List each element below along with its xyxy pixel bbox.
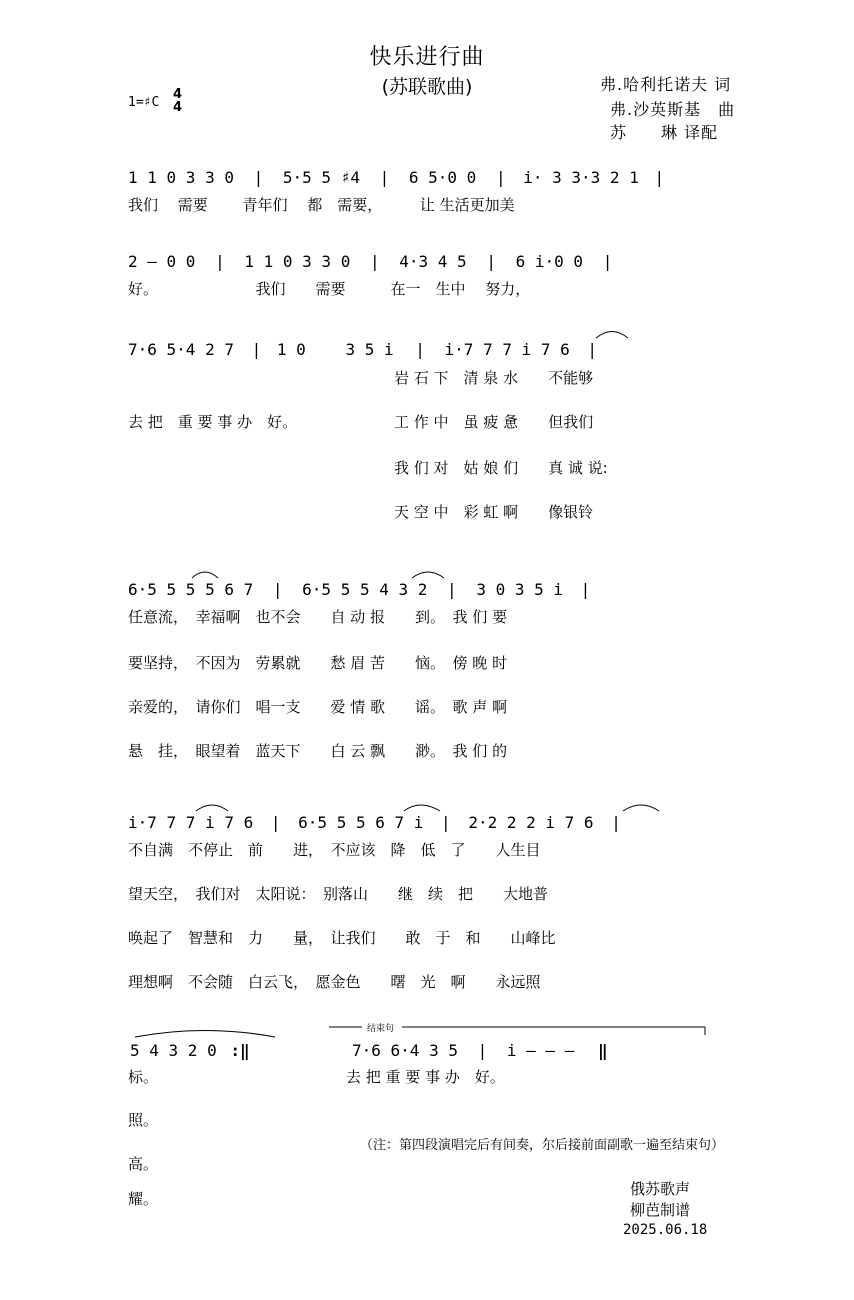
barline: | bbox=[587, 340, 598, 359]
footnote: （注：第四段演唱完后有间奏，尔后接前面副歌一遍至结束句） bbox=[360, 1138, 725, 1153]
notes-row-4 bbox=[128, 580, 590, 599]
barline: | bbox=[253, 168, 264, 187]
tie-slur bbox=[412, 572, 444, 578]
signature-line-2: 柳芭制谱 bbox=[630, 1201, 691, 1219]
measure: 1 0 bbox=[276, 340, 306, 359]
lyric-row-3-verse-4: 天 空 中 彩 虹 啊 像银铃 bbox=[394, 503, 594, 521]
measure: i· 3 3·3 2 1 bbox=[523, 168, 639, 187]
measure: 3 5 i bbox=[345, 340, 394, 359]
lyric-row-3-refrain: 去 把 重 要 事 办 好。 bbox=[128, 413, 298, 431]
measure: 6·5 5 5 4 3 2 bbox=[302, 580, 428, 599]
tie-slur bbox=[196, 805, 228, 811]
meter-top: 4 bbox=[173, 87, 183, 102]
barline: | bbox=[654, 168, 665, 187]
barline: | bbox=[486, 252, 496, 271]
barline: | bbox=[251, 340, 262, 359]
notes-row-5 bbox=[128, 813, 621, 832]
barline: | bbox=[369, 252, 380, 271]
lyric-row-5-verse-3: 唤起了 智慧和 力 量， 让我们 敢 于 和 山峰比 bbox=[128, 929, 556, 947]
measure: i·7 7 7 i 7 6 bbox=[444, 340, 570, 359]
lyric-row-4-verse-4: 悬 挂， 眼望着 蓝天下 白 云 飘 渺。 我 们 的 bbox=[128, 742, 508, 760]
measure: 6 i·0 0 bbox=[515, 252, 584, 271]
time-signature bbox=[173, 88, 182, 114]
lyric-row-3-verse-2: 工 作 中 虽 疲 惫 但我们 bbox=[394, 413, 594, 431]
lyric-row-6-extra: 耀。 bbox=[128, 1190, 159, 1208]
lyric-row-6-extra: 高。 bbox=[128, 1155, 159, 1173]
barline: | bbox=[215, 252, 225, 271]
composer-credit: 弗.沙英斯基 曲 bbox=[610, 100, 736, 119]
measure: 6 5·0 0 bbox=[408, 168, 477, 187]
lyric-row-4-verse-2: 要坚持， 不因为 劳累就 愁 眉 苦 恼。 傍 晚 时 bbox=[128, 654, 508, 672]
measure: 4·3 4 5 bbox=[399, 252, 467, 271]
measure: 1 1 0 3 3 0 bbox=[244, 252, 351, 271]
tie-slur bbox=[404, 805, 440, 811]
measure: i·7 7 7 i 7 6 bbox=[128, 813, 254, 832]
ending-label: 结束句 bbox=[367, 1024, 395, 1034]
repeat-barline: :‖ bbox=[230, 1041, 250, 1060]
signature-line-1: 俄苏歌声 bbox=[630, 1180, 691, 1198]
barline: | bbox=[477, 1041, 488, 1060]
lyric-row-5-verse-1: 不自满 不停止 前 进， 不应该 降 低 了 人生目 bbox=[128, 841, 541, 859]
measure: 6·5 5 5 6 7 i bbox=[298, 813, 424, 832]
lyric-row-4-verse-1: 任意流， 幸福啊 也不会 自 动 报 到。 我 们 要 bbox=[128, 608, 508, 626]
tie-slur bbox=[623, 805, 659, 811]
tie-slur bbox=[135, 1031, 275, 1038]
measure: 7·6 5·4 2 7 bbox=[128, 340, 234, 359]
barline: | bbox=[272, 580, 283, 599]
notes-row-2 bbox=[128, 252, 612, 271]
measure: 5 4 3 2 0 bbox=[130, 1041, 217, 1060]
notes-row-6-left bbox=[130, 1041, 250, 1060]
lyric-row-5-verse-4: 理想啊 不会随 白云飞， 愿金色 曙 光 啊 永远照 bbox=[128, 973, 541, 991]
measure: 2·2 2 2 i 7 6 bbox=[468, 813, 594, 832]
lyric-row-5-verse-2: 望天空， 我们对 太阳说： 别落山 继 续 把 大地普 bbox=[128, 885, 549, 903]
lyric-row-6-right: 去 把 重 要 事 办 好。 bbox=[346, 1068, 505, 1086]
signature-date: 2025.06.18 bbox=[623, 1222, 708, 1238]
song-subtitle: (苏联歌曲) bbox=[381, 76, 473, 98]
lyric-row-6-left: 标。 bbox=[128, 1068, 159, 1086]
lyric-row-3-verse-1: 岩 石 下 清 泉 水 不能够 bbox=[394, 369, 594, 387]
measure: 1 1 0 3 3 0 bbox=[128, 168, 234, 187]
barline: | bbox=[611, 813, 621, 832]
measure: 7·6 6·4 3 5 bbox=[352, 1041, 458, 1060]
measure: 3 0 3 5 i bbox=[476, 580, 564, 599]
notes-row-3 bbox=[128, 340, 597, 359]
barline: | bbox=[580, 580, 591, 599]
measure: 6·5 5 5 5 6 7 bbox=[128, 580, 254, 599]
lyric-row-1: 我们 需要 青年们 都 需要， 让 生活更加美 bbox=[128, 196, 515, 214]
barline: | bbox=[495, 168, 506, 187]
barline: | bbox=[447, 580, 457, 599]
notes-row-1 bbox=[128, 168, 664, 187]
measure: 5·5 5 ♯4 bbox=[282, 168, 360, 187]
barline: | bbox=[270, 813, 281, 832]
measure: 2 – 0 0 bbox=[128, 252, 196, 271]
tie-slur bbox=[596, 332, 628, 339]
tie-slur bbox=[192, 572, 218, 578]
lyric-row-2: 好。 我们 需要 在一 生中 努力， bbox=[128, 280, 531, 298]
lyric-row-6-extra: 照。 bbox=[128, 1111, 159, 1129]
barline: | bbox=[379, 168, 390, 187]
song-title: 快乐进行曲 bbox=[369, 45, 485, 70]
barline: | bbox=[415, 340, 425, 359]
key-signature: 1=♯C bbox=[128, 95, 160, 110]
lyric-row-4-verse-3: 亲爱的， 请你们 唱一支 爱 情 歌 谣。 歌 声 啊 bbox=[128, 698, 508, 716]
final-barline: ‖ bbox=[597, 1041, 608, 1060]
notes-row-6-right bbox=[352, 1041, 608, 1060]
lyric-row-3-verse-3: 我 们 对 姑 娘 们 真 诚 说: bbox=[394, 459, 608, 477]
meter-bottom: 4 bbox=[173, 100, 183, 115]
barline: | bbox=[602, 252, 613, 271]
lyricist-credit: 弗.哈利托诺夫 词 bbox=[600, 75, 732, 94]
translator-credit: 苏 琳 译配 bbox=[610, 123, 719, 142]
barline: | bbox=[441, 813, 451, 832]
measure: i – – – bbox=[506, 1041, 575, 1060]
